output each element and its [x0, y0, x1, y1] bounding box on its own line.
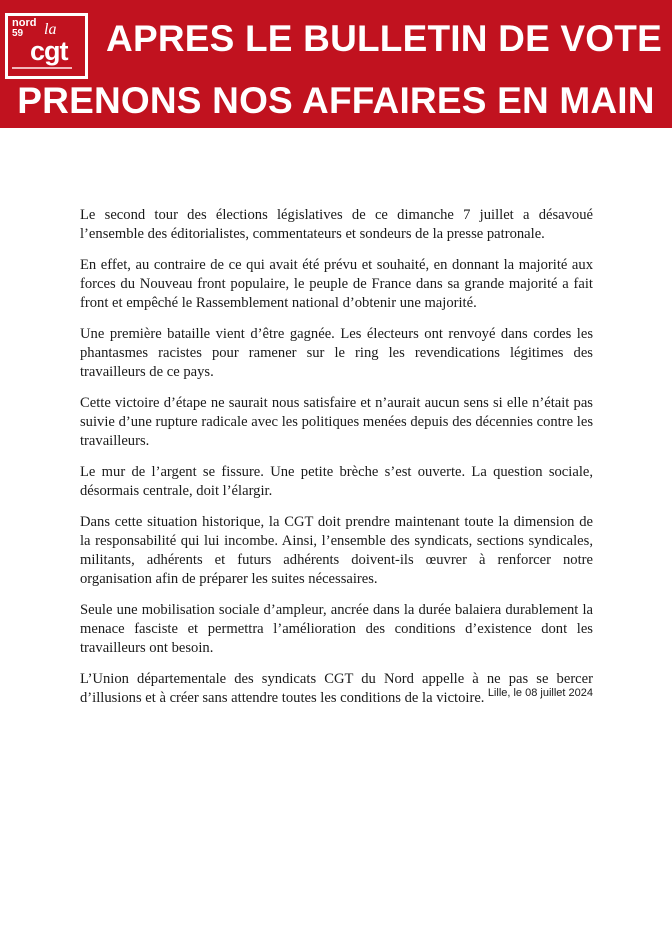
paragraph-5: Le mur de l’argent se fissure. Une petite brèche s’est ouverte. La question sociale, désormais centrale, doit l’élargir.	[80, 464, 593, 499]
headline-line-1: APRES LE BULLETIN DE VOTE	[106, 18, 662, 59]
paragraph-7: Seule une mobilisation sociale d’ampleur, ancrée dans la durée balaiera durablement la menace fasciste et permettra l’amélioration des conditions d’existence dont les travailleurs ont besoin.	[80, 602, 593, 656]
headline-line-2: PRENONS NOS AFFAIRES EN MAIN	[17, 80, 655, 121]
cgt-logo-background	[8, 16, 85, 76]
paragraph-4: Cette victoire d’étape ne saurait nous satisfaire et n’aurait aucun sens si elle n’était pas suivie d’une rupture radicale avec les politiques menées depuis des décennies contre les travailleurs.	[80, 395, 593, 449]
logo-la-text: la	[44, 21, 57, 38]
paragraph-6: Dans cette situation historique, la CGT doit prendre maintenant toute la dimension de la responsabilité qui lui incombe. Ainsi, l’ensemble des syndicats, sections syndicales, militants, adhérents et futurs adhérents doivent-ils œuvrer à renforcer notre organisation afin de préparer les suites nécessaires.	[80, 514, 593, 587]
logo-nord-text: nord	[12, 17, 37, 29]
paragraph-8: L’Union départementale des syndicats CGT du Nord appelle à ne pas se bercer d’illusions et à créer sans attendre toutes les conditions de la victoire.	[80, 671, 593, 706]
article-body	[80, 206, 593, 720]
paragraph-2: En effet, au contraire de ce qui avait été prévu et souhaité, en donnant la majorité aux forces du Nouveau front populaire, le peuple de France dans sa grande majorité a fait front et empêché le Rassemblement national d’obtenir une majorité.	[80, 257, 593, 311]
date-signature: Lille, le 08 juillet 2024	[487, 687, 593, 699]
logo-subline	[12, 67, 72, 69]
paragraph-3: Une première bataille vient d’être gagnée. Les électeurs ont renvoyé dans cordes les phantasmes racistes pour ramener sur le ring les revendications légitimes des travailleurs de ce pays.	[80, 326, 593, 380]
logo-dept-number: 59	[12, 28, 24, 39]
cgt-logo	[5, 13, 88, 79]
paragraph-1: Le second tour des élections législatives de ce dimanche 7 juillet a désavoué l’ensemble des éditorialistes, commentateurs et sondeurs de la presse patronale.	[80, 207, 593, 242]
header-banner	[0, 0, 672, 128]
logo-cgt-text: cgt	[30, 36, 68, 66]
